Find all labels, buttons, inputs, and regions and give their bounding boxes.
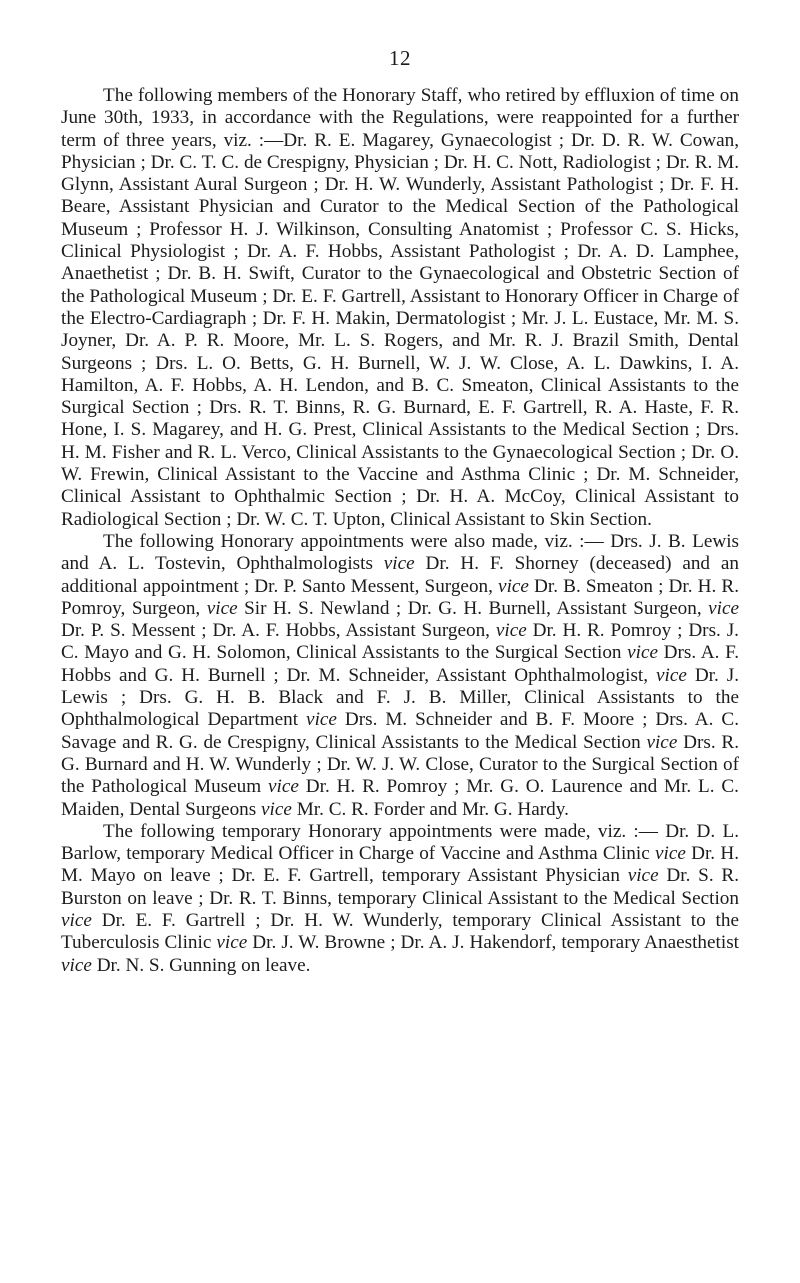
italic-term: vice xyxy=(655,664,687,686)
italic-term: vice xyxy=(383,553,415,575)
text-run: Dr. B. Smeaton ; Dr. H. R. Pomroy, Surgeon, xyxy=(61,575,739,619)
italic-term: vice xyxy=(495,620,527,642)
text-run: The following temporary Honorary appointments were made, viz. :— Dr. D. L. Barlow, temporary Medical Officer in Charge of Vaccine and Asthma Clinic xyxy=(61,820,739,865)
text-run: The following Honorary appointments were also made, viz. :— Drs. J. B. Lewis and A. L. Tostevin, Ophthalmologists xyxy=(61,530,739,575)
text-run: Mr. C. R. Forder and Mr. G. Hardy. xyxy=(291,798,569,820)
paragraph-appointments xyxy=(61,531,739,821)
text-run: The following members of the Honorary Staff, who retired by effluxion of time on June 30th, 1933, in accordance with the Regulations, were reappointed for a further term of three years, viz. :—Dr. R. E. Magarey, Gynaecologist ; Dr. D. R. W. Cowan, Physician ; Dr. C. T. C. de Crespigny, Physician ; Dr. H. C. Nott, Radiologist ; Dr. R. M. Glynn, Assistant Aural Surgeon ; Dr. H. W. Wunderly, Assistant Pathologist ; Dr. F. H. Beare, Assistant Physician and Curator to the Medical Section of the Pathological Museum ; Professor H. J. Wilkinson, Consulting Anatomist ; Professor C. S. Hicks, Clinical Physiologist ; Dr. A. F. Hobbs, Assistant Pathologist ; Dr. A. D. Lamphee, Anaethetist ; Dr. B. H. Swift, Curator to the Gynaecological and Obstetric Section of the Pathological Museum ; Dr. E. F. Gartrell, Assistant to Honorary Officer in Charge of the Electro-Cardiagraph ; Dr. F. H. Makin, Dermatologist ; Mr. J. L. Eustace, Mr. M. S. Joyner, Dr. A. P. R. Moore, Mr. L. S. Rogers, and Mr. R. J. Brazil Smith, Dental Surgeons ; Drs. L. O. Betts, G. H. Burnell, W. J. W. Close, A. L. Dawkins, I. A. Hamilton, A. F. Hobbs, A. H. Lendon, and B. C. Smeaton, Clinical Assistants to the Surgical Section ; Drs. R. T. Binns, R. G. Burnard, E. F. Gartrell, R. A. Haste, F. R. Hone, I. S. Magarey, and H. G. Prest, Clinical Assistants to the Medical Section ; Drs. H. M. Fisher and R. L. Verco, Clinical Assistants to the Gynaecological Section ; Dr. O. W. Frewin, Clinical Assistant to the Vaccine and Asthma Clinic ; Dr. M. Schneider, Clinical Assistant to Ophthalmic Section ; Dr. H. A. McCoy, Clinical Assistant to Radiological Section ; Dr. W. C. T. Upton, Clinical Assistant to Skin Section. xyxy=(61,85,739,530)
italic-term: vice xyxy=(498,575,529,597)
body-text xyxy=(61,85,739,977)
italic-term: vice xyxy=(61,954,92,976)
text-run: Dr. E. F. Gartrell ; Dr. H. W. Wunderly, temporary Clinical Assistant to the Tuberculosis Clinic xyxy=(61,909,739,954)
italic-term: vice xyxy=(708,597,740,619)
paragraph-reappointments xyxy=(61,85,739,531)
paragraph-temporary-appointments xyxy=(61,821,739,977)
italic-term: vice xyxy=(206,597,238,619)
text-run: Dr. J. Lewis ; Drs. G. H. B. Black and F. J. B. Miller, Clinical Assistants to the Ophthalmological Department xyxy=(61,664,739,731)
text-run: Drs. M. Schneider and B. F. Moore ; Drs. A. C. Savage and R. G. de Crespigny, Clinical Assistants to the Medical Section xyxy=(61,709,739,753)
text-run: Drs. R. G. Burnard and H. W. Wunderly ; Dr. W. J. W. Close, Curator to the Surgical Section of the Pathological Museum xyxy=(61,731,739,798)
italic-term: vice xyxy=(216,932,248,954)
text-run: Dr. H. F. Shorney (deceased) and an additional appointment ; Dr. P. Santo Messent, Surgeon, xyxy=(61,553,739,597)
page-number: 12 xyxy=(389,46,411,70)
text-run: Dr. H. R. Pomroy ; Mr. G. O. Laurence and Mr. L. C. Maiden, Dental Surgeons xyxy=(61,776,739,820)
italic-term: vice xyxy=(646,731,678,753)
text-run: Dr. S. R. Burston on leave ; Dr. R. T. Binns, temporary Clinical Assistant to the Medical Section xyxy=(61,865,739,909)
italic-term: vice xyxy=(306,709,337,731)
italic-term: vice xyxy=(627,642,659,664)
text-run: Sir H. S. Newland ; Dr. G. H. Burnell, Assistant Surgeon, xyxy=(237,597,709,619)
italic-term: vice xyxy=(654,843,686,865)
italic-term: vice xyxy=(61,909,92,931)
text-run: Dr. P. S. Messent ; Dr. A. F. Hobbs, Assistant Surgeon, xyxy=(61,620,496,642)
text-run: Dr. N. S. Gunning on leave. xyxy=(91,954,311,976)
italic-term: vice xyxy=(268,776,299,798)
text-run: Dr. H. R. Pomroy ; Drs. J. C. Mayo and G. H. Solomon, Clinical Assistants to the Surgical Section xyxy=(61,620,739,664)
text-run: Drs. A. F. Hobbs and G. H. Burnell ; Dr. M. Schneider, Assistant Ophthalmologist, xyxy=(61,642,739,686)
italic-term: vice xyxy=(261,798,292,820)
italic-term: vice xyxy=(627,865,659,887)
text-run: Dr. J. W. Browne ; Dr. A. J. Hakendorf, temporary Anaesthetist xyxy=(247,932,739,954)
text-run: Dr. H. M. Mayo on leave ; Dr. E. F. Gartrell, temporary Assistant Physician xyxy=(61,843,739,887)
